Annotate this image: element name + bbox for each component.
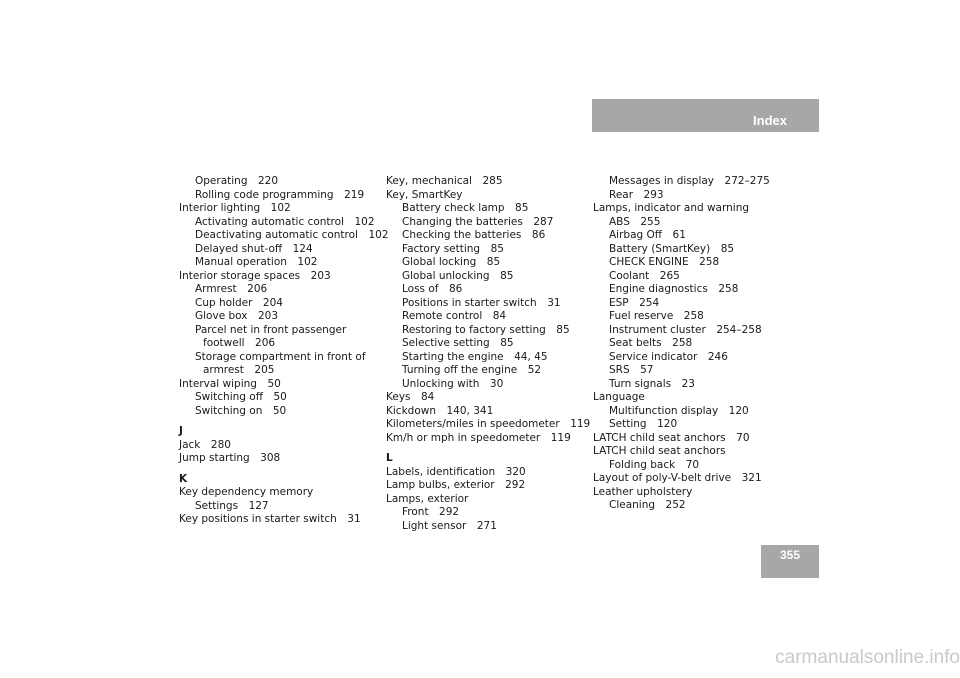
index-subentry: Coolant 265 [609,269,680,282]
index-entry: Lamps, indicator and warning [593,202,750,214]
index-subentry: ESP 254 [609,296,660,309]
index-subentry: CHECK ENGINE 258 [609,256,720,268]
index-subentry: Turning off the engine 52 [402,364,542,376]
index-subentry: Parcel net in front passenger [195,323,347,336]
index-subentry: Loss of 86 [402,283,463,295]
index-subentry: Engine diagnostics 258 [609,283,739,295]
index-subentry: Instrument cluster 254–258 [609,323,762,336]
index-subentry: Cup holder 204 [195,296,283,309]
index-entry: Keys 84 [386,391,435,403]
index-subentry: Starting the engine 44, 45 [402,350,548,363]
page-number-tab [761,545,819,578]
index-section-letter: K [179,472,188,485]
index-subentry: Airbag Off 61 [609,229,686,241]
index-subentry: Selective setting 85 [402,337,514,349]
index-column-3 [593,175,803,513]
index-subentry: Storage compartment in front of [195,350,366,363]
index-entry: Leather upholstery [593,485,693,498]
index-subentry: Deactivating automatic control 102 [195,229,389,241]
index-column-1 [179,175,389,527]
index-entry: Kickdown 140, 341 [386,404,494,417]
index-subentry: Light sensor 271 [402,519,497,532]
index-subentry: Switching on 50 [195,404,287,417]
index-subentry: Global unlocking 85 [402,269,514,282]
index-subentry: Battery check lamp 85 [402,202,529,214]
index-subentry: Messages in display 272–275 [609,175,770,187]
index-subentry: Remote control 84 [402,310,507,322]
index-entry: Key, mechanical 285 [386,175,503,187]
index-entry: LATCH child seat anchors 70 [593,431,750,444]
index-entry: Language [593,391,645,403]
index-subentry: Setting 120 [609,418,678,430]
index-subentry: Rear 293 [609,188,664,201]
index-subentry: SRS 57 [609,364,654,376]
index-entry: Lamps, exterior [386,492,469,505]
index-entry: Jump starting 308 [179,452,281,464]
index-subentry: footwell 206 [203,337,276,349]
index-subentry: Unlocking with 30 [402,377,504,390]
index-subentry: Rolling code programming 219 [195,188,365,201]
index-entry: Jack 280 [179,438,231,451]
index-subentry: Armrest 206 [195,283,268,295]
index-subentry: Settings 127 [195,499,269,512]
index-entry: Labels, identification 320 [386,465,526,478]
index-entry: LATCH child seat anchors [593,445,726,457]
index-entry: Interior storage spaces 203 [179,269,331,282]
index-subentry: Positions in starter switch 31 [402,296,561,309]
index-subentry: Delayed shut-off 124 [195,242,313,255]
index-subentry: Changing the batteries 287 [402,215,554,228]
index-column-2 [386,175,596,533]
index-section-letter: L [386,452,393,464]
index-subentry: ABS 255 [609,215,661,228]
watermark: carmanualsonline.info [775,647,960,668]
index-subentry: Global locking 85 [402,256,501,268]
index-subentry: Checking the batteries 86 [402,229,546,241]
index-subentry: Switching off 50 [195,391,287,403]
index-subentry: Front 292 [402,506,460,518]
index-entry: Interior lighting 102 [179,202,291,214]
index-subentry: armrest 205 [203,364,275,376]
index-subentry: Operating 220 [195,175,279,187]
index-entry: Km/h or mph in speedometer 119 [386,431,571,444]
index-header-tab [592,99,819,132]
index-subentry: Cleaning 252 [609,499,686,511]
index-subentry: Glove box 203 [195,310,279,322]
index-title: Index [753,113,787,128]
index-subentry: Turn signals 23 [609,377,695,390]
index-entry: Key positions in starter switch 31 [179,513,361,525]
index-subentry: Activating automatic control 102 [195,215,375,228]
index-subentry: Multifunction display 120 [609,404,749,417]
index-subentry: Folding back 70 [609,458,700,471]
page-number: 355 [779,548,801,562]
index-subentry: Fuel reserve 258 [609,310,704,322]
index-entry: Key, SmartKey [386,188,463,201]
index-entry: Interval wiping 50 [179,377,281,390]
index-entry: Lamp bulbs, exterior 292 [386,479,526,491]
index-subentry: Factory setting 85 [402,242,504,255]
index-section-letter: J [179,425,183,437]
index-entry: Layout of poly-V-belt drive 321 [593,472,762,484]
index-subentry: Service indicator 246 [609,350,728,363]
index-subentry: Battery (SmartKey) 85 [609,242,735,255]
index-entry: Kilometers/miles in speedometer 119 [386,418,591,430]
index-subentry: Seat belts 258 [609,337,693,349]
index-subentry: Manual operation 102 [195,256,318,268]
index-entry: Key dependency memory [179,486,314,498]
index-subentry: Restoring to factory setting 85 [402,323,570,336]
